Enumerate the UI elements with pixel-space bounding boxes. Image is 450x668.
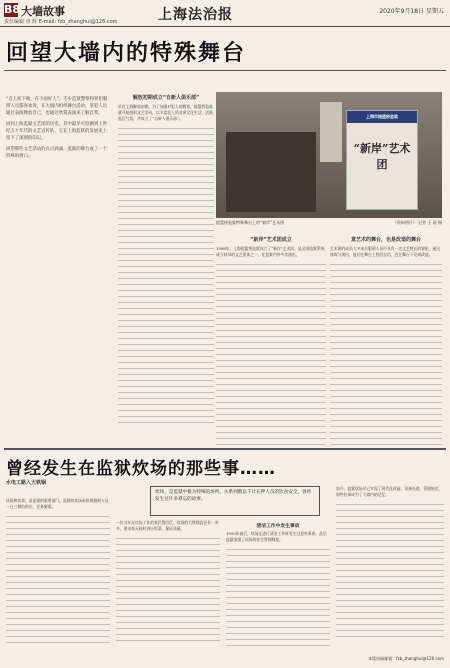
intro-paragraph: “自上而下地，在下面好人”，不少监狱警察和罪犯服刑人员都喜欢说，在大墙内组织舞台活动，罪犯人员通过表演释放自己，也通过欣赏表演来了解自我。 [6,97,108,116]
signboard-text: “新岸”艺术团 [353,142,411,171]
intro-paragraph: 回到上海监狱文艺团的历史，其中最早可追溯到上世纪五十年代的文艺宣传队，它在上海监狱的发展史上留下了深刻的印记。 [6,122,107,141]
article-photo [216,92,442,218]
story2-column-2 [116,520,220,646]
column-text: 炊场和炊事，是监狱的重要部门。监狱的炊场承担着服刑人员一日三餐的供应，任务繁重。 [6,498,109,509]
text-block [116,536,220,646]
page-footer: 本版投稿邮箱：fzb_zhanghui@126.com [368,656,444,661]
column-text: 1998年，上海提篮桥监狱成立了“新岸”艺术团，是全国监狱系统成立较早的文艺团体之一，在监狱内外多次演出。 [216,246,325,257]
column-subtitle: 清洁工作中发生事故 [256,524,300,529]
issue-date: 2020年9月18日 星期五 [379,8,444,15]
story2-summary-box: 炊场，是监狱中极为特殊的场所，关系到数以千计在押人员的饮食安全，曾经发生过许多难忘的故事。 [150,486,320,516]
text-block [216,262,326,447]
story2-column-4 [336,486,444,637]
text-block [6,514,110,644]
photo-window [320,102,342,162]
story1-column-2 [216,234,326,447]
photo-signboard [346,110,418,210]
page-header [0,0,450,27]
divider [4,448,446,450]
story2-column-3 [226,520,330,647]
intro-paragraph: 回望那些文艺活动的点点滴滴，监狱的舞台成了一个特殊的窗口。 [6,147,107,159]
story1-column-3 [330,234,442,447]
story2-subheading: 水电工路入大铁锅 [6,480,47,486]
divider [4,70,446,71]
column-text: 一位当年在炊场工作的老民警回忆，炊场的大铁锅直径有一米多，要求每天按时供应饭菜，保证质量。 [116,520,219,531]
column-subtitle: 意艺术的舞台，也是改造的舞台 [350,237,421,243]
text-block [118,126,214,426]
editor-line: 责任编辑 章 辉 E-mail: fzb_zhanghui@126.com [4,19,118,25]
caption-credit: （资料图片） 记者 王 晨 摄 [392,220,442,225]
text-block [330,262,442,447]
signboard-banner: 上海市提篮桥监狱 [347,111,417,123]
story1-intro [6,96,110,164]
text-block [226,547,330,647]
photo-caption [216,220,442,226]
column-text: 艺术团的成员大多来自服刑人员中具有一定文艺特长的罪犯，通过排练与演出，他们在舞台上找回自信，也在舞台下完成改造。 [330,246,441,257]
caption-text: 提篮桥监狱特殊舞台上的“新岸”艺术团 [216,220,285,225]
column-text: 如今，监狱炊场早已实现了现代化改造，设备先进，管理规范，那些往事成为了大墙内的记忆。 [336,486,443,497]
text-block [336,502,444,637]
page-number-badge: B8 [4,3,21,16]
newspaper-name: 上海法治报 [158,7,233,23]
story1-headline: 回望大墙内的特殊舞台 [6,41,247,66]
column-subtitle: “新岸”艺术团成立 [250,237,292,243]
section-title: 大墙故事 [21,5,65,18]
column-text: 1990年前后，炊场在进行清洁工作时发生过意外事故，此后监狱加强了炊场的安全管理制度。 [226,531,327,542]
column-text: 早在上海解放初期，为了加强对犯人的教育，提篮桥监狱就开始组织文艺活动，以丰富犯人的业余文化生活，活跃监区气氛，并成立了“自新人俱乐部”。 [118,104,213,121]
story1-column-1 [118,92,214,426]
story2-column-1 [6,498,110,644]
column-subtitle: 解放初期成立“自新人俱乐部” [132,95,200,101]
photo-cabinet [226,132,316,212]
story2-headline: 曾经发生在监狱炊场的那些事…… [6,459,276,479]
